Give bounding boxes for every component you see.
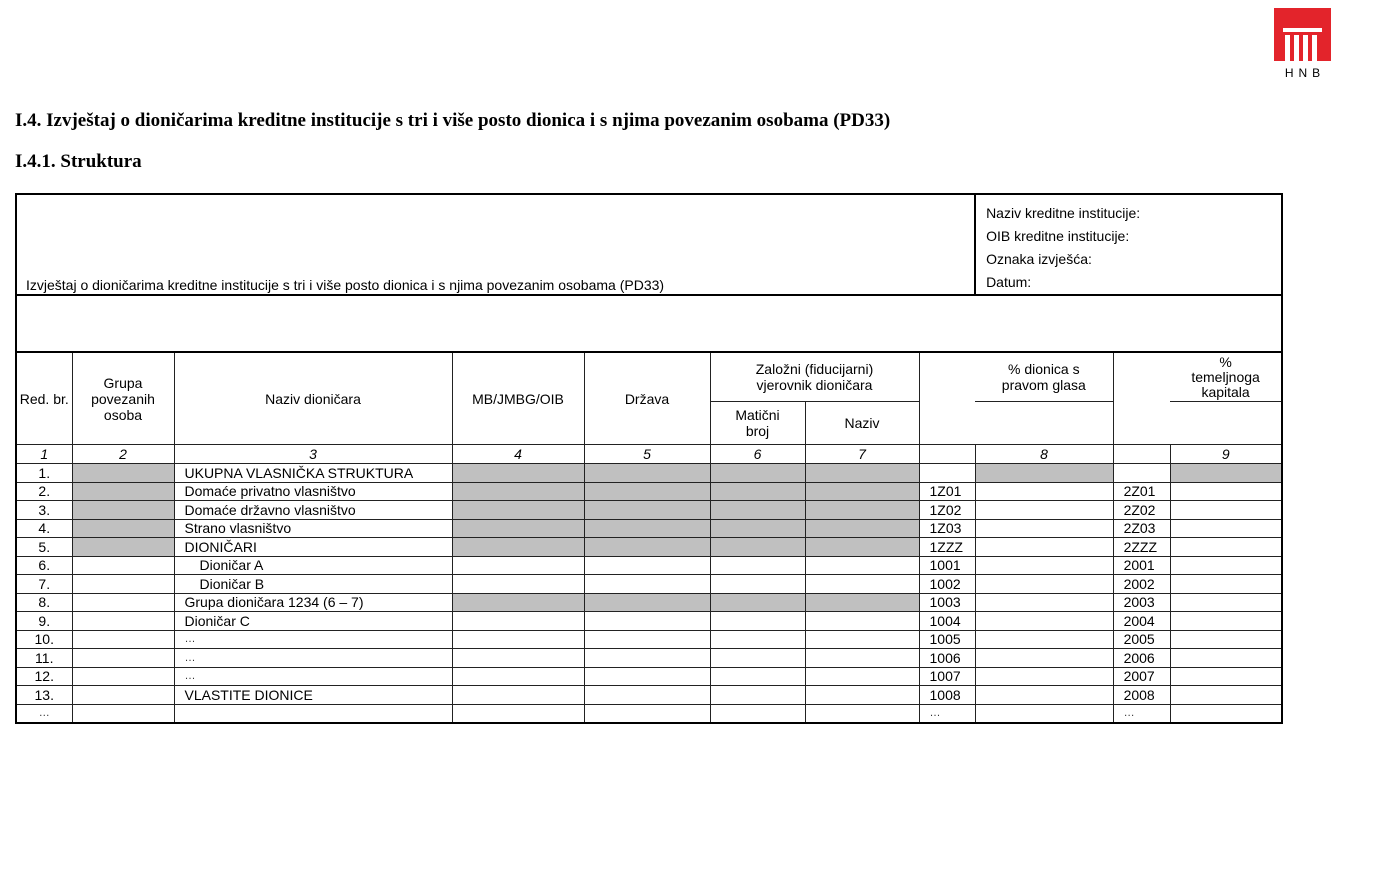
cell-code1: 1ZZZ [919,538,975,557]
cell-code1: 1002 [919,575,975,594]
col-number: 7 [805,445,919,464]
cell-pct-kapitala[interactable] [1170,667,1282,686]
form-labels [975,194,1282,295]
cell-zalozni-naziv[interactable] [805,704,919,723]
cell-grupa[interactable] [72,704,174,723]
cell-code2: 2Z02 [1113,501,1170,520]
label-institution-name: Naziv kreditne institucije: [986,205,1141,221]
cell-mb[interactable] [452,575,584,594]
cell-grupa[interactable] [72,612,174,631]
cell-drzava [584,464,710,483]
col-header-red-br: Red. br. [16,352,72,445]
cell-drzava[interactable] [584,556,710,575]
cell-maticni[interactable] [710,704,805,723]
cell-mb [452,464,584,483]
col-number: 9 [1170,445,1282,464]
label-report-code: Oznaka izvješća: [986,251,1092,267]
cell-code2: … [1113,704,1170,723]
cell-red-br: 7. [16,575,72,594]
col-header-grupa: Grupa povezanih osoba [72,352,174,445]
cell-naziv[interactable]: Dioničar C [174,612,452,631]
cell-pct-kapitala[interactable] [1170,704,1282,723]
cell-naziv[interactable] [174,704,452,723]
cell-naziv[interactable]: DIONIČARI [174,538,452,557]
col-number [919,445,975,464]
cell-pct-glasa[interactable] [975,538,1113,557]
col-header-naziv: Naziv dioničara [174,352,452,445]
cell-zalozni-naziv [805,519,919,538]
cell-grupa[interactable] [72,649,174,668]
cell-drzava[interactable] [584,686,710,705]
cell-code2: 2007 [1113,667,1170,686]
cell-naziv[interactable]: Dioničar A [174,556,452,575]
cell-maticni [710,538,805,557]
col-header-drzava: Država [584,352,710,445]
cell-grupa [72,501,174,520]
cell-pct-kapitala[interactable] [1170,501,1282,520]
cell-pct-glasa[interactable] [975,667,1113,686]
cell-mb[interactable] [452,556,584,575]
cell-mb[interactable] [452,649,584,668]
col-header-pct-kapitala [1170,352,1282,402]
table-row [16,667,1282,686]
cell-grupa[interactable] [72,556,174,575]
cell-zalozni-naziv [805,482,919,501]
col-number: 3 [174,445,452,464]
cell-mb [452,593,584,612]
shareholders-structure-table [15,193,1283,724]
hnb-logo-mark [1274,8,1331,61]
cell-mb [452,501,584,520]
cell-mb[interactable] [452,630,584,649]
cell-pct-kapitala[interactable] [1170,593,1282,612]
cell-mb [452,519,584,538]
cell-grupa [72,519,174,538]
cell-code2 [1113,464,1170,483]
cell-drzava [584,519,710,538]
col-header-pct-kapitala-sub [1170,402,1282,445]
cell-grupa[interactable] [72,630,174,649]
table-row [16,482,1282,501]
cell-maticni[interactable] [710,667,805,686]
table-row [16,704,1282,723]
table-row [16,649,1282,668]
cell-pct-kapitala [1170,464,1282,483]
cell-code2: 2Z01 [1113,482,1170,501]
cell-naziv[interactable]: … [174,649,452,668]
cell-code2: 2Z03 [1113,519,1170,538]
cell-code1: 1005 [919,630,975,649]
cell-code1: 1004 [919,612,975,631]
cell-maticni[interactable] [710,686,805,705]
cell-red-br: 1. [16,464,72,483]
cell-red-br: 11. [16,649,72,668]
cell-code1: 1Z02 [919,501,975,520]
cell-code1: … [919,704,975,723]
cell-zalozni-naziv [805,501,919,520]
cell-pct-glasa[interactable] [975,649,1113,668]
blank-row [16,295,1282,352]
table-row [16,464,1282,483]
cell-maticni[interactable] [710,630,805,649]
table-row [16,630,1282,649]
column-numbers-row [16,445,1282,464]
cell-naziv[interactable]: … [174,630,452,649]
cell-zalozni-naziv[interactable] [805,649,919,668]
cell-drzava[interactable] [584,667,710,686]
table-row [16,519,1282,538]
col-header-maticni: Matični broj [710,402,805,445]
cell-red-br: 13. [16,686,72,705]
page-title: I.4. Izvještaj o dioničarima kreditne institucije s tri i više posto dionica i s njima povezanim osobama (PD33) [15,110,891,131]
cell-pct-glasa[interactable] [975,704,1113,723]
col-number: 4 [452,445,584,464]
cell-pct-kapitala[interactable] [1170,556,1282,575]
cell-pct-glasa[interactable] [975,556,1113,575]
cell-code1: 1Z01 [919,482,975,501]
cell-pct-glasa[interactable] [975,575,1113,594]
cell-grupa [72,464,174,483]
cell-mb [452,538,584,557]
cell-pct-kapitala[interactable] [1170,519,1282,538]
cell-mb [452,482,584,501]
cell-naziv[interactable]: Dioničar B [174,575,452,594]
cell-maticni[interactable] [710,575,805,594]
cell-code2: 2ZZZ [1113,538,1170,557]
cell-code1 [919,464,975,483]
cell-maticni [710,501,805,520]
cell-zalozni-naziv[interactable] [805,575,919,594]
table-row [16,501,1282,520]
cell-grupa[interactable] [72,667,174,686]
cell-drzava [584,593,710,612]
col-number: 6 [710,445,805,464]
label-date: Datum: [986,274,1032,290]
cell-naziv[interactable]: Strano vlasništvo [174,519,452,538]
col-number: 1 [16,445,72,464]
cell-pct-glasa[interactable] [975,686,1113,705]
cell-zalozni-naziv[interactable] [805,612,919,631]
table-row [16,612,1282,631]
cell-pct-kapitala[interactable] [1170,482,1282,501]
cell-grupa[interactable] [72,593,174,612]
cell-maticni [710,519,805,538]
cell-naziv[interactable]: UKUPNA VLASNIČKA STRUKTURA [174,464,452,483]
col-number: 2 [72,445,174,464]
cell-pct-kapitala[interactable] [1170,538,1282,557]
cell-drzava[interactable] [584,649,710,668]
col-header-zalozni-naziv: Naziv [805,402,919,445]
cell-code2: 2008 [1113,686,1170,705]
cell-mb[interactable] [452,667,584,686]
cell-drzava [584,482,710,501]
table-row [16,538,1282,557]
cell-red-br: 5. [16,538,72,557]
col-number [1113,445,1170,464]
cell-maticni [710,464,805,483]
cell-code1: 1003 [919,593,975,612]
cell-red-br: 8. [16,593,72,612]
cell-pct-kapitala[interactable] [1170,630,1282,649]
cell-grupa[interactable] [72,686,174,705]
cell-naziv[interactable]: VLASTITE DIONICE [174,686,452,705]
pct-symbol: % [1219,353,1232,370]
section-title: I.4.1. Struktura [15,151,142,172]
form-description: Izvještaj o dioničarima kreditne institucije s tri i više posto dionica i s njima povezanim osobama (PD33) [16,194,975,295]
cell-code1: 1006 [919,649,975,668]
col-header-zalozni: Založni (fiducijarni) vjerovnik dioničara [710,352,919,402]
cell-pct-kapitala[interactable] [1170,612,1282,631]
cell-zalozni-naziv [805,464,919,483]
cell-code1: 1007 [919,667,975,686]
cell-zalozni-naziv[interactable] [805,630,919,649]
cell-code2: 2006 [1113,649,1170,668]
pct-kapitala-label: temeljnoga kapitala [1191,368,1260,400]
cell-mb[interactable] [452,704,584,723]
cell-maticni [710,593,805,612]
cell-grupa[interactable] [72,575,174,594]
cell-mb[interactable] [452,612,584,631]
cell-code2: 2004 [1113,612,1170,631]
cell-maticni [710,482,805,501]
cell-code1: 1008 [919,686,975,705]
cell-red-br: 12. [16,667,72,686]
cell-code2: 2002 [1113,575,1170,594]
cell-naziv[interactable]: Grupa dioničara 1234 (6 – 7) [174,593,452,612]
table-row [16,593,1282,612]
cell-naziv[interactable]: Domaće privatno vlasništvo [174,482,452,501]
cell-zalozni-naziv[interactable] [805,556,919,575]
cell-red-br: 6. [16,556,72,575]
hnb-logo [1274,8,1332,80]
cell-maticni[interactable] [710,649,805,668]
label-institution-oib: OIB kreditne institucije: [986,228,1130,244]
cell-red-br: 10. [16,630,72,649]
cell-mb[interactable] [452,686,584,705]
cell-red-br: 3. [16,501,72,520]
table-row [16,556,1282,575]
hnb-logo-text: HNB [1284,66,1326,80]
cell-drzava [584,501,710,520]
col-header-code1 [919,352,975,445]
cell-drzava [584,538,710,557]
col-number: 8 [975,445,1113,464]
cell-red-br: 9. [16,612,72,631]
cell-red-br: 4. [16,519,72,538]
cell-drzava[interactable] [584,612,710,631]
cell-zalozni-naziv [805,593,919,612]
cell-drzava[interactable] [584,630,710,649]
cell-red-br: 2. [16,482,72,501]
cell-red-br: … [16,704,72,723]
cell-pct-kapitala[interactable] [1170,649,1282,668]
cell-naziv[interactable]: … [174,667,452,686]
cell-grupa [72,482,174,501]
col-header-pct-glasa-sub [975,402,1113,445]
cell-code1: 1001 [919,556,975,575]
cell-grupa [72,538,174,557]
cell-pct-glasa[interactable] [975,519,1113,538]
table-row [16,575,1282,594]
table-row [16,686,1282,705]
cell-code1: 1Z03 [919,519,975,538]
cell-code2: 2003 [1113,593,1170,612]
cell-zalozni-naziv[interactable] [805,667,919,686]
cell-zalozni-naziv[interactable] [805,686,919,705]
col-header-pct-glasa: % dionica s pravom glasa [975,352,1113,402]
cell-pct-kapitala[interactable] [1170,686,1282,705]
cell-pct-glasa [975,464,1113,483]
cell-pct-glasa[interactable] [975,630,1113,649]
cell-maticni[interactable] [710,612,805,631]
cell-pct-glasa[interactable] [975,501,1113,520]
cell-drzava[interactable] [584,704,710,723]
cell-pct-kapitala[interactable] [1170,575,1282,594]
col-number: 5 [584,445,710,464]
cell-maticni[interactable] [710,556,805,575]
cell-drzava[interactable] [584,575,710,594]
cell-naziv[interactable]: Domaće državno vlasništvo [174,501,452,520]
col-header-mb: MB/JMBG/OIB [452,352,584,445]
cell-pct-glasa[interactable] [975,612,1113,631]
cell-pct-glasa[interactable] [975,593,1113,612]
cell-zalozni-naziv [805,538,919,557]
cell-code2: 2001 [1113,556,1170,575]
cell-pct-glasa[interactable] [975,482,1113,501]
col-header-code2 [1113,352,1170,445]
cell-code2: 2005 [1113,630,1170,649]
